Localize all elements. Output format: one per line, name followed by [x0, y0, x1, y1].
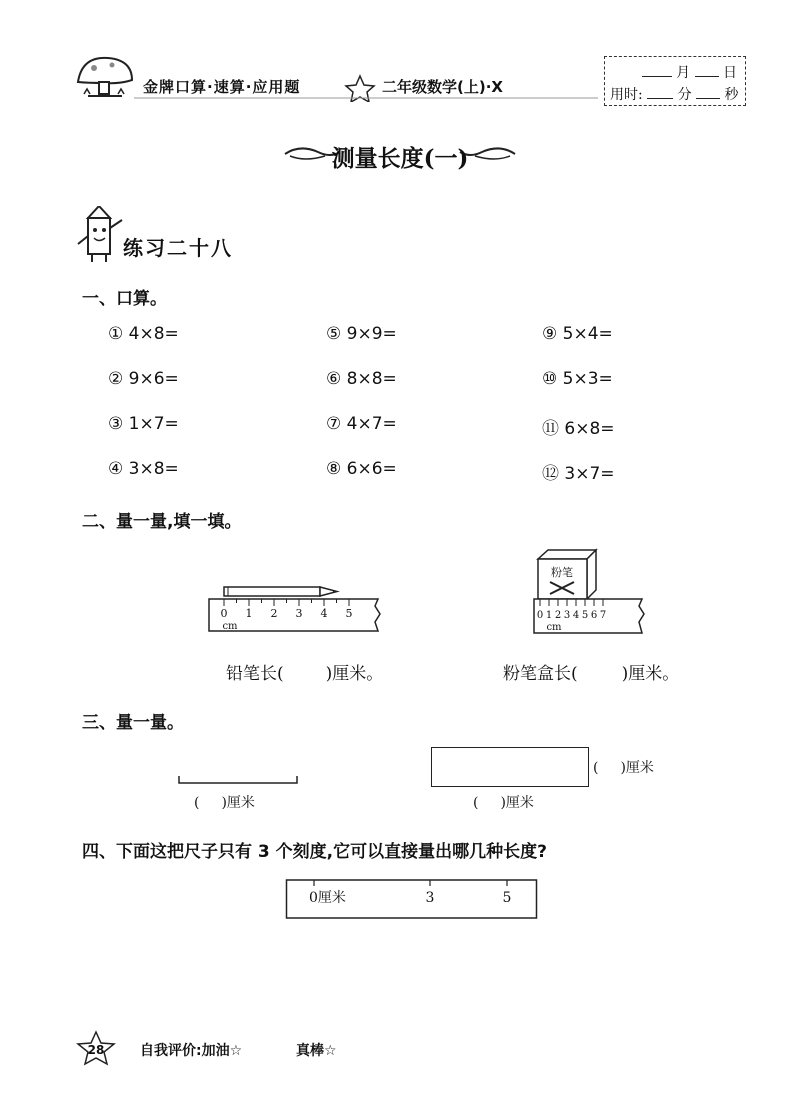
pencil-length-question: 铅笔长( )厘米。: [226, 664, 384, 684]
ruler-with-chalk-box: [530, 546, 646, 636]
rect-bottom-answer: ( )厘米: [473, 795, 534, 811]
practice-heading: 练习二十八: [123, 236, 233, 260]
chalk-box-icon: [538, 550, 596, 599]
problem-10: ⑩ 5×3=: [542, 369, 613, 389]
section-2-heading: 二、量一量,填一填。: [82, 512, 242, 532]
minute-blank[interactable]: [647, 86, 673, 99]
problem-4: ④ 3×8=: [108, 459, 179, 479]
ruler2-tick-0: 0: [536, 610, 544, 621]
section-3-heading: 三、量一量。: [82, 713, 184, 733]
day-label: 日: [723, 65, 737, 81]
rectangle-to-measure: [431, 747, 589, 787]
ruler1-tick-4: 4: [320, 607, 328, 620]
ruler2-tick-6: 6: [590, 610, 598, 621]
ruler1-tick-5: 5: [345, 607, 353, 620]
problem-7: ⑦ 4×7=: [326, 414, 397, 434]
pencil-icon: [224, 587, 337, 596]
page-title: 测量长度(一): [331, 145, 469, 172]
ruler1-tick-3: 3: [295, 607, 303, 620]
ruler2-tick-1: 1: [545, 610, 553, 621]
problem-11: ⑪ 6×8=: [542, 419, 615, 439]
page-number-star-icon: [74, 1030, 118, 1066]
problem-2: ② 9×6=: [108, 369, 179, 389]
pencil-mascot-icon: [76, 206, 126, 264]
ruler2-unit: cm: [546, 622, 562, 633]
ruler2-tick-4: 4: [572, 610, 580, 621]
ruler1-tick-0: 0: [220, 607, 228, 620]
mark-3-label: 3: [425, 890, 435, 906]
ruler2-tick-3: 3: [563, 610, 571, 621]
problem-1: ① 4×8=: [108, 324, 179, 344]
mark-0-label: 0厘米: [309, 890, 346, 906]
mushroom-icon: [78, 58, 132, 96]
page-number: 28: [87, 1043, 105, 1057]
mark-5-label: 5: [502, 890, 512, 906]
segment-answer: ( )厘米: [194, 795, 255, 811]
problem-9: ⑨ 5×4=: [542, 324, 613, 344]
section-1-heading: 一、口算。: [82, 289, 167, 309]
section-4-heading: 四、下面这把尺子只有 3 个刻度,它可以直接量出哪几种长度?: [82, 842, 547, 862]
ruler1-unit: cm: [222, 621, 238, 632]
second-blank[interactable]: [696, 86, 720, 99]
day-blank[interactable]: [695, 64, 719, 77]
great-label: 真棒☆: [296, 1043, 337, 1059]
month-blank[interactable]: [642, 64, 672, 77]
problem-12: ⑫ 3×7=: [542, 464, 615, 484]
segment-to-measure: [176, 774, 302, 786]
chalk-box-label: 粉笔: [551, 566, 573, 579]
second-label: 秒: [724, 87, 739, 103]
problem-6: ⑥ 8×8=: [326, 369, 397, 389]
series-title: 金牌口算·速算·应用题: [143, 78, 301, 96]
box-length-question: 粉笔盒长( )厘米。: [503, 664, 680, 684]
ruler-with-pencil: [205, 582, 385, 634]
ruler1-tick-2: 2: [270, 607, 278, 620]
ruler2-tick-7: 7: [599, 610, 607, 621]
time-label: 用时:: [610, 87, 643, 103]
grade-label: 二年级数学(上)·X: [382, 78, 503, 96]
self-evaluation-label: 自我评价:加油☆: [140, 1043, 243, 1059]
three-mark-ruler: [285, 878, 539, 920]
problem-5: ⑤ 9×9=: [326, 324, 397, 344]
problem-8: ⑧ 6×6=: [326, 459, 397, 479]
ruler1-tick-1: 1: [245, 607, 253, 620]
minute-label: 分: [677, 87, 692, 103]
month-label: 月: [676, 65, 691, 81]
ruler2-tick-2: 2: [554, 610, 562, 621]
ruler2-tick-5: 5: [581, 610, 589, 621]
problem-3: ③ 1×7=: [108, 414, 179, 434]
rect-side-answer: ( )厘米: [593, 760, 654, 776]
date-time-box: [604, 56, 746, 106]
